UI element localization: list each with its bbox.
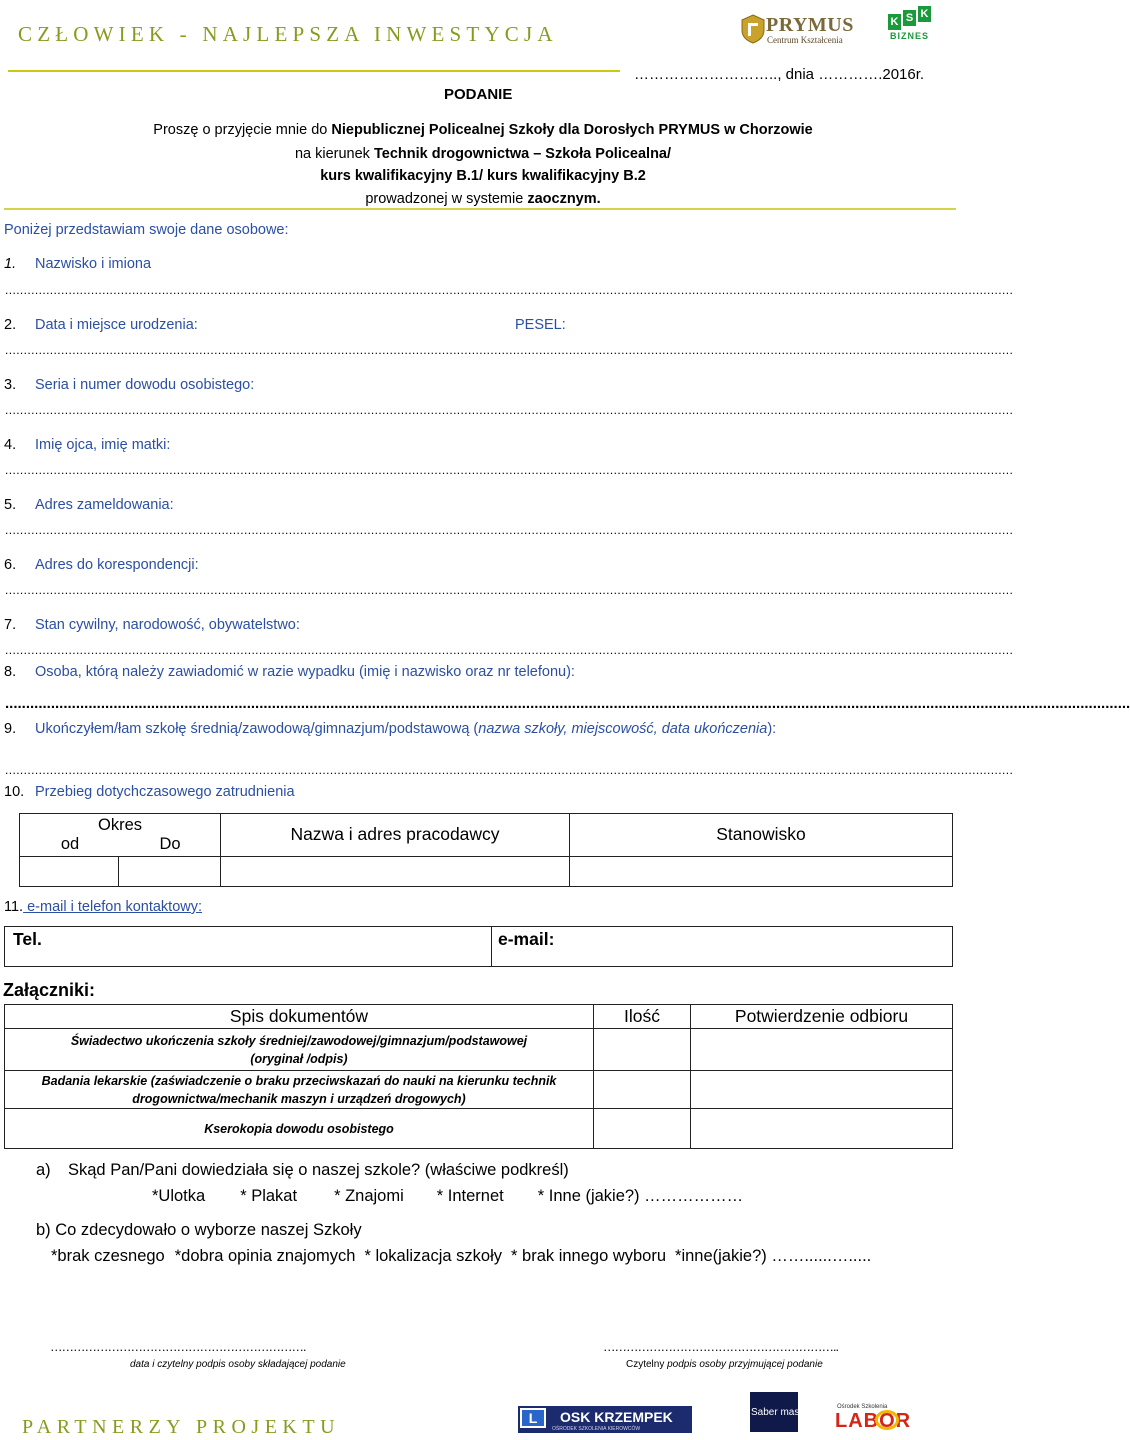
period-header-cell	[20, 814, 221, 857]
survey-b-question: b) Co zdecydowało o wyborze naszej Szkoły	[36, 1221, 362, 1239]
field-6: 6. Adres do korespondencji:	[4, 557, 199, 573]
field-5-dots[interactable]: ..............................................................................................................................................................................................................................................................................	[5, 523, 1014, 537]
field-7-label: Stan cywilny, narodowość, obywatelstwo:	[35, 617, 300, 633]
field-9-label: Ukończyłem/łam szkołę średnią/zawodową/gimnazjum/podstawową (nazwa szkoły, miejscowość, data ukończenia):	[35, 721, 777, 737]
option-plakat[interactable]: * Plakat	[240, 1187, 298, 1205]
field-2-label: Data i miejsce urodzenia:	[35, 317, 198, 333]
field-3-label: Seria i numer dowodu osobistego:	[35, 377, 255, 393]
prymus-name: PRYMUS	[766, 14, 854, 36]
docs-header: Spis dokumentów	[5, 1005, 594, 1029]
date-line: ……………………….., dnia ………….2016r.	[634, 66, 925, 83]
field-4: 4. Imię ojca, imię matki:	[4, 437, 171, 453]
option-lokalizacja[interactable]: * lokalizacja szkoły	[364, 1247, 503, 1265]
partners-label: PARTNERZY PROJEKTU	[22, 1416, 341, 1438]
field-8: 8. Osoba, którą należy zawiadomić w razie wypadku (imię i nazwisko oraz nr telefonu):	[4, 664, 575, 680]
field-2: 2. Data i miejsce urodzenia:	[4, 317, 198, 333]
qty-header: Ilość	[594, 1005, 691, 1029]
signature-right-dots[interactable]: ……………………………………………………..	[603, 1340, 838, 1354]
attachment-qty[interactable]	[594, 1029, 691, 1071]
osk-name: OSK KRZEMPEK	[560, 1409, 673, 1425]
saber-name: Saber mas	[751, 1407, 800, 1418]
tel-cell[interactable]	[5, 927, 492, 967]
field-7-dots[interactable]: ..............................................................................................................................................................................................................................................................................	[5, 643, 1014, 657]
attachments-title: Załączniki:	[3, 980, 96, 1000]
email-cell[interactable]	[492, 927, 953, 967]
field-8-label: Osoba, którą należy zawiadomić w razie wypadku (imię i nazwisko oraz nr telefonu):	[35, 664, 575, 680]
labor-name: LABOR	[835, 1410, 912, 1432]
field-5: 5. Adres zameldowania:	[4, 497, 174, 513]
attachment-row	[5, 1029, 953, 1071]
field-6-label: Adres do korespondencji:	[35, 557, 199, 573]
ksk-letter-1: K	[888, 14, 901, 30]
request-line-2: na kierunek Technik drogownictwa – Szkoła Policealna/	[294, 146, 672, 162]
field-1-label: Nazwisko i imiona	[35, 256, 152, 272]
employer-cell[interactable]	[221, 856, 570, 886]
attachment-name: Kserokopia dowodu osobistego	[5, 1109, 594, 1149]
option-inne[interactable]: * Inne (jakie?) ………………	[537, 1187, 744, 1205]
option-brak-wyboru[interactable]: * brak innego wyboru	[511, 1247, 667, 1265]
prymus-emblem-icon	[740, 14, 766, 44]
option-ulotka[interactable]: *Ulotka	[152, 1187, 206, 1205]
request-line-3: kurs kwalifikacyjny B.1/ kurs kwalifikacyjny B.2	[320, 168, 646, 184]
ksk-logo	[888, 6, 936, 42]
ksk-letter-2: S	[903, 10, 916, 26]
field-3-dots[interactable]: ..............................................................................................................................................................................................................................................................................	[5, 403, 1014, 417]
signature-left-caption: data i czytelny podpis osoby składającej podanie	[130, 1359, 346, 1370]
field-8-dots[interactable]: ..............................................................................................................................................................................................................................................................................	[5, 695, 1130, 712]
field-1-dots[interactable]: ..............................................................................................................................................................................................................................................................................	[5, 283, 1014, 297]
section-divider	[4, 208, 956, 210]
field-6-dots[interactable]: ..............................................................................................................................................................................................................................................................................	[5, 583, 1014, 597]
attachment-receipt[interactable]	[691, 1029, 953, 1071]
field-1: 1. Nazwisko i imiona	[4, 256, 152, 272]
attachment-name: Świadectwo ukończenia szkoły średniej/zawodowej/gimnazjum/podstawowej (oryginał /odpis)	[5, 1029, 594, 1071]
attachments-table	[4, 1004, 953, 1149]
header-divider	[8, 70, 620, 72]
attachment-receipt[interactable]	[691, 1071, 953, 1109]
document-title: PODANIE	[444, 86, 513, 103]
slogan: CZŁOWIEK - NAJLEPSZA INWESTYCJA	[18, 22, 558, 46]
field-9-dots[interactable]: ..............................................................................................................................................................................................................................................................................	[5, 763, 1014, 777]
employment-table	[19, 813, 953, 887]
l-plate-icon: L	[520, 1408, 546, 1428]
field-4-dots[interactable]: ..............................................................................................................................................................................................................................................................................	[5, 463, 1014, 477]
survey-b-options	[51, 1247, 871, 1266]
ksk-word: BIZNES	[890, 31, 930, 41]
field-4-label: Imię ojca, imię matki:	[35, 437, 171, 453]
field-11-label: e-mail i telefon kontaktowy:	[23, 899, 203, 915]
attachment-receipt[interactable]	[691, 1109, 953, 1149]
attachment-qty[interactable]	[594, 1071, 691, 1109]
position-header: Stanowisko	[570, 814, 953, 857]
contact-table	[4, 926, 953, 967]
email-label: e-mail:	[498, 929, 555, 949]
field-5-label: Adres zameldowania:	[35, 497, 174, 513]
field-10: 10. Przebieg dotychczasowego zatrudnienia	[4, 784, 295, 800]
attachment-qty[interactable]	[594, 1109, 691, 1149]
labor-logo	[833, 1404, 929, 1436]
labor-sub: Ośrodek Szkolenia	[837, 1404, 888, 1410]
survey-a-question: Skąd Pan/Pani dowiedziała się o naszej szkole? (właściwe podkreśl)	[68, 1161, 569, 1179]
osk-logo	[518, 1406, 692, 1433]
ksk-letter-3: K	[918, 6, 931, 22]
field-7: 7. Stan cywilny, narodowość, obywatelstwo:	[4, 617, 300, 633]
attachment-row	[5, 1071, 953, 1109]
osk-sub: OŚRODEK SZKOLENIA KIEROWCÓW	[552, 1426, 641, 1432]
labor-swoosh-icon	[875, 1410, 899, 1430]
option-dobra-opinia[interactable]: *dobra opinia znajomych	[174, 1247, 356, 1265]
period-label: Okres	[97, 816, 142, 834]
request-line-1: Proszę o przyjęcie mnie do Niepublicznej Policealnej Szkoły dla Dorosłych PRYMUS w Chorzowie	[153, 122, 813, 138]
option-internet[interactable]: * Internet	[436, 1187, 504, 1205]
option-znajomi[interactable]: * Znajomi	[334, 1187, 404, 1205]
from-label: od	[60, 835, 80, 853]
tel-label: Tel.	[13, 929, 42, 949]
survey-a-options	[152, 1187, 743, 1206]
request-line-4: prowadzonej w systemie zaocznym.	[365, 191, 601, 207]
from-cell[interactable]	[20, 856, 119, 886]
attachment-row	[5, 1109, 953, 1149]
request-text	[0, 118, 966, 211]
employer-header: Nazwa i adres pracodawcy	[221, 814, 570, 857]
signature-left-dots[interactable]: ………………………………………………………….	[50, 1340, 306, 1354]
field-2-dots[interactable]: ..............................................................................................................................................................................................................................................................................	[5, 343, 1014, 357]
prymus-sub: Centrum Kształcenia	[767, 35, 843, 45]
position-cell[interactable]	[570, 856, 953, 886]
receipt-header: Potwierdzenie odbioru	[691, 1005, 953, 1029]
prymus-logo	[740, 12, 854, 46]
field-3: 3. Seria i numer dowodu osobistego:	[4, 377, 255, 393]
saber-logo	[750, 1392, 798, 1432]
attachment-name: Badania lekarskie (zaświadczenie o braku przeciwskazań do nauki na kierunku technik drogownictwa/mechanik maszyn i urządzeń drogowych)	[5, 1071, 594, 1109]
signature-right-caption: Czytelny podpis osoby przyjmującej podanie	[626, 1359, 823, 1370]
field-2-pesel-label: PESEL:	[515, 317, 566, 333]
intro-text: Poniżej przedstawiam swoje dane osobowe:	[4, 222, 289, 238]
field-10-label: Przebieg dotychczasowego zatrudnienia	[35, 784, 295, 800]
field-9: 9. Ukończyłem/łam szkołę średnią/zawodową/gimnazjum/podstawową (nazwa szkoły, miejscowość, data ukończenia):	[4, 721, 777, 737]
option-inne-b[interactable]: *inne(jakie?) ……......….....	[675, 1247, 872, 1265]
to-label: Do	[159, 835, 181, 853]
to-cell[interactable]	[119, 856, 221, 886]
field-11: 11. e-mail i telefon kontaktowy:	[4, 899, 203, 915]
option-brak-czesnego[interactable]: *brak czesnego	[51, 1247, 165, 1265]
survey-a-label: a)	[36, 1161, 51, 1179]
